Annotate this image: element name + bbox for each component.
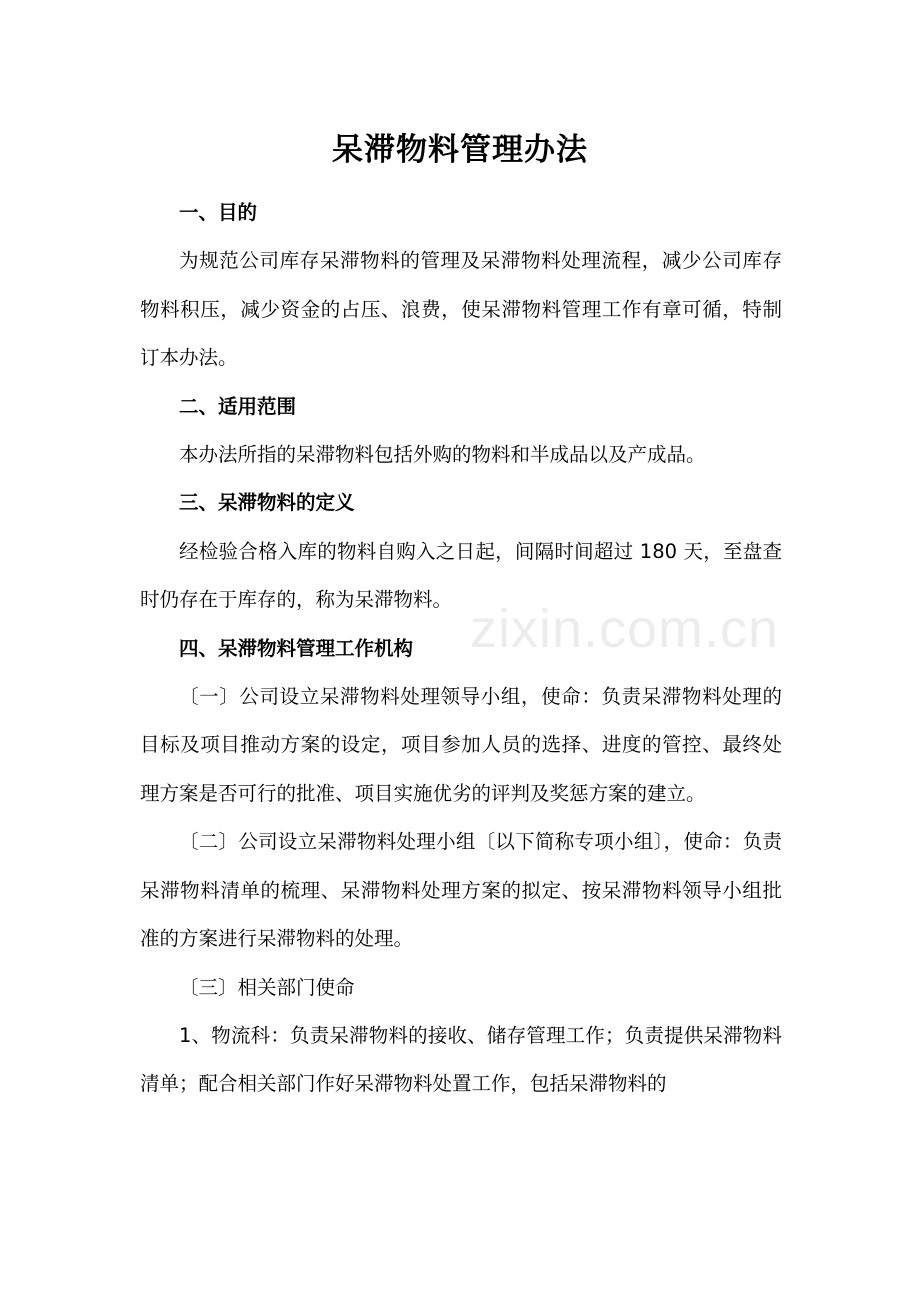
paragraph-departments: 〔三〕相关部门使命: [179, 975, 355, 999]
paragraph-definition: 经检验合格入库的物料自购入之日起，间隔时间超过 180 天，至盘查时仍存在于库存的，称为呆滞物料。: [140, 539, 782, 612]
paragraph-scope: 本办法所指的呆滞物料包括外购的物料和半成品以及产成品。: [179, 443, 706, 467]
paragraph-special-group: 〔二〕公司设立呆滞物料处理小组〔以下简称专项小组〕，使命：负责呆滞物料清单的梳理、呆滞物料处理方案的拟定、按呆滞物料领导小组批准的方案进行呆滞物料的处理。: [140, 830, 782, 951]
section-heading-organization: 四、呆滞物料管理工作机构: [179, 636, 414, 660]
section-heading-purpose: 一、目的: [179, 201, 258, 224]
document-title: 呆滞物料管理办法: [332, 132, 588, 168]
section-heading-scope: 二、适用范围: [179, 394, 297, 418]
paragraph-leadership-group: 〔一〕公司设立呆滞物料处理领导小组，使命：负责呆滞物料处理的目标及项目推动方案的设定，项目参加人员的选择、进度的管控、最终处理方案是否可行的批准、项目实施优劣的评判及奖惩方案的建立。: [140, 685, 782, 805]
section-heading-definition: 三、呆滞物料的定义: [179, 491, 355, 515]
paragraph-logistics: 1、物流科：负责呆滞物料的接收、储存管理工作；负责提供呆滞物料清单；配合相关部门作好呆滞物料处置工作，包括呆滞物料的: [140, 1023, 782, 1096]
watermark: zixin.com.cn: [470, 599, 780, 659]
paragraph-purpose: 为规范公司库存呆滞物料的管理及呆滞物料处理流程，减少公司库存物料积压，减少资金的占压、浪费，使呆滞物料管理工作有章可循，特制订本办法。: [140, 249, 782, 370]
